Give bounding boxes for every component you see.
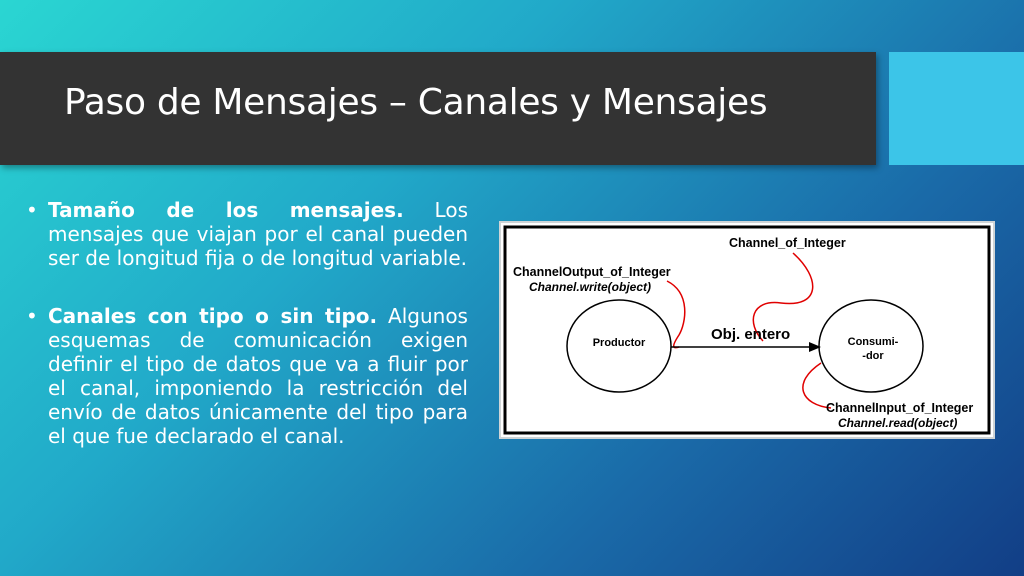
bullet-item (26, 304, 468, 448)
producer-label: Productor (592, 337, 646, 349)
bullet-dot: • (26, 198, 38, 222)
bullet-dot: • (26, 304, 38, 328)
input-method: Channel.read(object) (838, 416, 958, 430)
bullet-text: Algunos esquemas de comunicación exigen definir el tipo de datos que va a fluir por el canal, imponiendo la restricción del envío de datos únicamente del tipo para el que fue declarado el canal. (48, 304, 468, 448)
bullet-heading: Canales con tipo o sin tipo. (48, 304, 378, 328)
bullet-item (26, 198, 468, 270)
bullet-heading: Tamaño de los mensajes. (48, 198, 404, 222)
bullet-text: Los mensajes que viajan por el canal pueden ser de longitud fija o de longitud variable. (48, 198, 468, 270)
input-label: ChannelInput_of_Integer (826, 401, 974, 415)
channel-label: Channel_of_Integer (729, 236, 846, 250)
channel-diagram-figure (499, 221, 995, 439)
title-bar (0, 52, 876, 165)
output-method: Channel.write(object) (529, 280, 652, 294)
output-label: ChannelOutput_of_Integer (513, 265, 671, 279)
accent-square (889, 52, 1024, 165)
consumer-label-line1: Consumi- (847, 336, 899, 348)
arrow-label: Obj. entero (711, 326, 791, 343)
bullet-list (26, 198, 468, 448)
consumer-label-line2: -dor (862, 350, 884, 362)
channel-diagram (501, 223, 993, 437)
slide-title: Paso de Mensajes – Canales y Mensajes (64, 82, 768, 123)
